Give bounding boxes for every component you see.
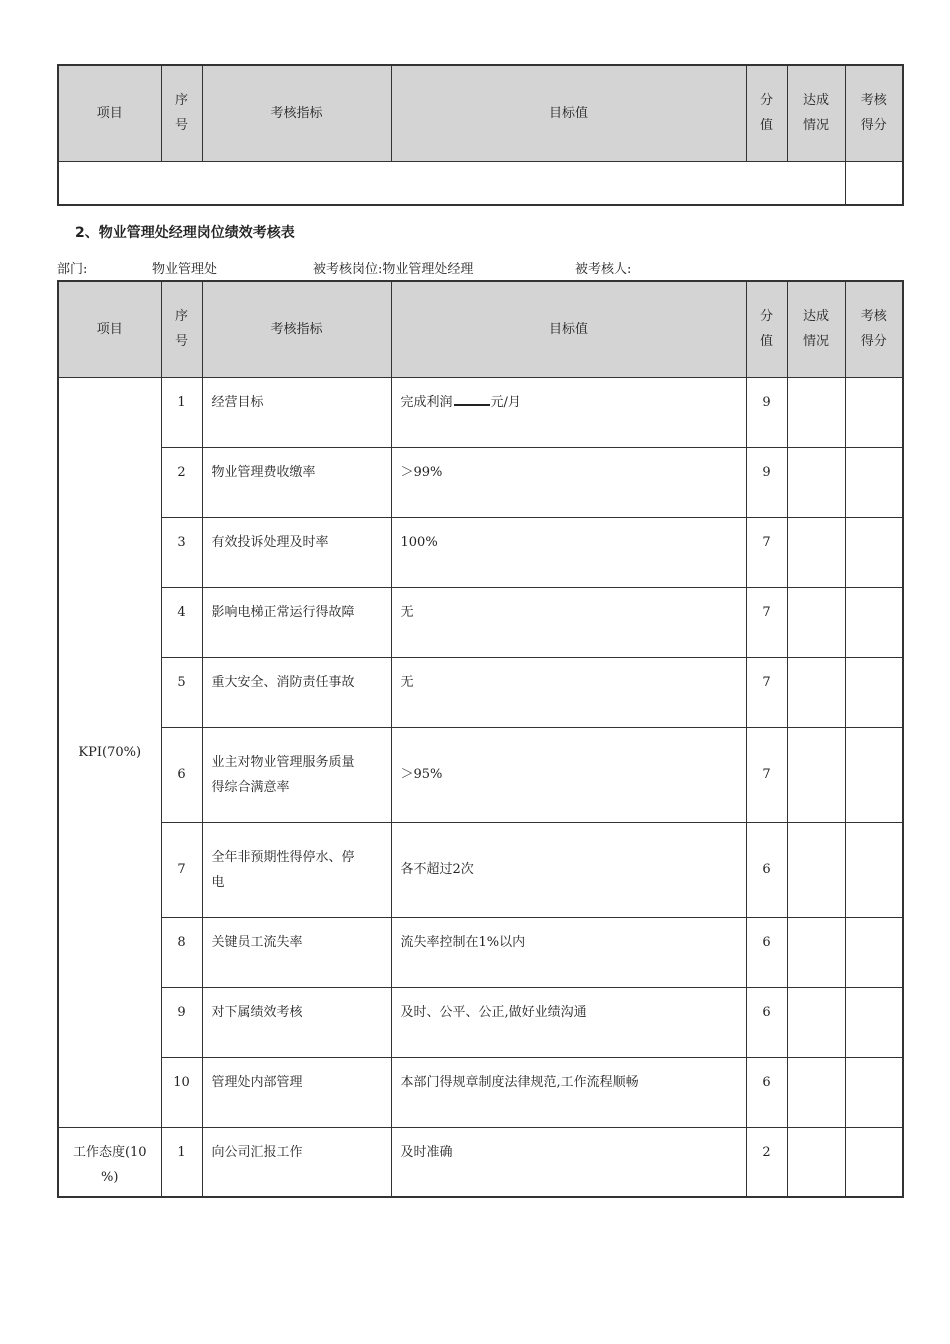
- row-indicator: 管理处内部管理: [202, 1057, 391, 1127]
- row-target: 本部门得规章制度法律规范,工作流程顺畅: [391, 1057, 746, 1127]
- row-result[interactable]: [845, 657, 903, 727]
- row-indicator: 影响电梯正常运行得故障: [202, 587, 391, 657]
- col-header-seq: 序 号: [161, 281, 202, 377]
- row-score: 6: [746, 917, 787, 987]
- row-score: 2: [746, 1127, 787, 1197]
- row-no: 2: [161, 447, 202, 517]
- table-row: [58, 1057, 903, 1127]
- col-header-score: 分 值: [746, 281, 787, 377]
- row-target: 无: [391, 587, 746, 657]
- table-header-row: [58, 65, 903, 161]
- row-no: 8: [161, 917, 202, 987]
- row-score: 9: [746, 447, 787, 517]
- row-result[interactable]: [845, 1127, 903, 1197]
- group-attitude: 工作态度(10 %): [58, 1127, 161, 1197]
- row-no: 4: [161, 587, 202, 657]
- row-no: 9: [161, 987, 202, 1057]
- row-result[interactable]: [845, 447, 903, 517]
- row-indicator: 物业管理费收缴率: [202, 447, 391, 517]
- row-target: 及时准确: [391, 1127, 746, 1197]
- row-target: 完成利润 元/月: [391, 377, 746, 447]
- row-achieved[interactable]: [787, 727, 845, 822]
- row-result[interactable]: [845, 822, 903, 917]
- col-header-result: 考核 得分: [845, 281, 903, 377]
- row-achieved[interactable]: [787, 587, 845, 657]
- col-header-achieved: 达成 情况: [787, 281, 845, 377]
- row-achieved[interactable]: [787, 1057, 845, 1127]
- assessee-label: 被考核人:: [575, 262, 632, 277]
- row-target: 各不超过2次: [391, 822, 746, 917]
- row-achieved[interactable]: [787, 517, 845, 587]
- empty-result-cell: [845, 161, 903, 205]
- row-score: 7: [746, 657, 787, 727]
- col-header-project: 项目: [58, 281, 161, 377]
- row-score: 9: [746, 377, 787, 447]
- row-no: 7: [161, 822, 202, 917]
- row-no: 10: [161, 1057, 202, 1127]
- row-score: 6: [746, 987, 787, 1057]
- row-target: ＞95%: [391, 727, 746, 822]
- row-target: 流失率控制在1%以内: [391, 917, 746, 987]
- row-result[interactable]: [845, 1057, 903, 1127]
- row-indicator: 全年非预期性得停水、停 电: [202, 822, 391, 917]
- row-no: 5: [161, 657, 202, 727]
- row-target: 100%: [391, 517, 746, 587]
- dept-label: 部门:: [57, 262, 88, 277]
- position-label: 被考核岗位:物业管理处经理: [313, 262, 474, 277]
- table-row-empty: [58, 161, 903, 205]
- row-no: 6: [161, 727, 202, 822]
- table-row: [58, 1127, 903, 1197]
- row-indicator: 经营目标: [202, 377, 391, 447]
- row-indicator: 重大安全、消防责任事故: [202, 657, 391, 727]
- row-result[interactable]: [845, 917, 903, 987]
- row-result[interactable]: [845, 587, 903, 657]
- section-title: 2、物业管理处经理岗位绩效考核表: [75, 225, 295, 241]
- row-achieved[interactable]: [787, 987, 845, 1057]
- col-header-score: 分 值: [746, 65, 787, 161]
- table-row: [58, 447, 903, 517]
- col-header-indicator: 考核指标: [202, 281, 391, 377]
- row-result[interactable]: [845, 377, 903, 447]
- col-header-achieved: 达成 情况: [787, 65, 845, 161]
- row-score: 7: [746, 587, 787, 657]
- row-score: 7: [746, 517, 787, 587]
- row-no: 1: [161, 1127, 202, 1197]
- row-target: 及时、公平、公正,做好业绩沟通: [391, 987, 746, 1057]
- manager-assessment-table: [57, 280, 904, 1198]
- row-score: 7: [746, 727, 787, 822]
- row-indicator: 业主对物业管理服务质量 得综合满意率: [202, 727, 391, 822]
- col-header-seq: 序 号: [161, 65, 202, 161]
- table-row: [58, 917, 903, 987]
- table-row: [58, 727, 903, 822]
- row-indicator: 有效投诉处理及时率: [202, 517, 391, 587]
- dept-value: 物业管理处: [152, 262, 218, 277]
- row-result[interactable]: [845, 517, 903, 587]
- row-score: 6: [746, 1057, 787, 1127]
- row-achieved[interactable]: [787, 447, 845, 517]
- col-header-indicator: 考核指标: [202, 65, 391, 161]
- table-row: [58, 377, 903, 447]
- col-header-target: 目标值: [391, 281, 746, 377]
- row-target: 无: [391, 657, 746, 727]
- table-row: [58, 822, 903, 917]
- row-result[interactable]: [845, 727, 903, 822]
- row-indicator: 对下属绩效考核: [202, 987, 391, 1057]
- col-header-result: 考核 得分: [845, 65, 903, 161]
- row-result[interactable]: [845, 987, 903, 1057]
- table-header-row: [58, 281, 903, 377]
- row-target: ＞99%: [391, 447, 746, 517]
- row-achieved[interactable]: [787, 917, 845, 987]
- group-kpi: KPI(70%): [58, 377, 161, 1127]
- col-header-project: 项目: [58, 65, 161, 161]
- row-achieved[interactable]: [787, 377, 845, 447]
- col-header-target: 目标值: [391, 65, 746, 161]
- row-no: 1: [161, 377, 202, 447]
- table-row: [58, 587, 903, 657]
- assessment-table-previous: [57, 64, 904, 206]
- table-row: [58, 987, 903, 1057]
- row-indicator: 向公司汇报工作: [202, 1127, 391, 1197]
- blank-underline: [454, 392, 490, 406]
- row-indicator: 关键员工流失率: [202, 917, 391, 987]
- table-row: [58, 657, 903, 727]
- row-score: 6: [746, 822, 787, 917]
- empty-cell: [58, 161, 845, 205]
- row-achieved[interactable]: [787, 657, 845, 727]
- row-achieved[interactable]: [787, 1127, 845, 1197]
- row-no: 3: [161, 517, 202, 587]
- table-row: [58, 517, 903, 587]
- row-achieved[interactable]: [787, 822, 845, 917]
